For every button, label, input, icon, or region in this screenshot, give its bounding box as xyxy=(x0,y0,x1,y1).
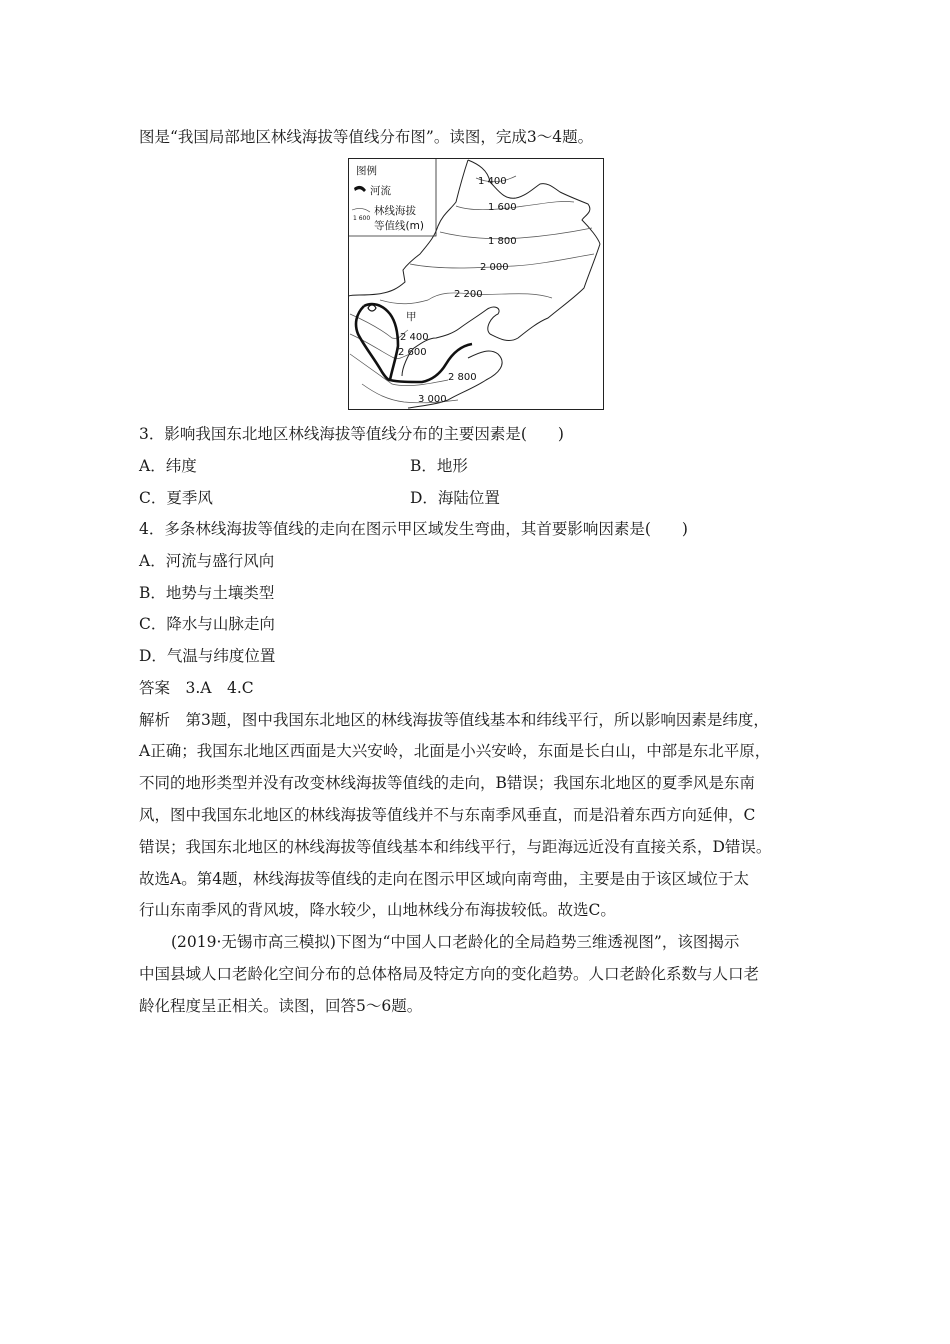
q4-option-d[interactable]: D．气温与纬度位置 xyxy=(139,647,276,665)
intro-text: 图是“我国局部地区林线海拔等值线分布图”。读图，完成3～4题。 xyxy=(139,128,594,146)
q4-option-b[interactable]: B．地势与土壤类型 xyxy=(139,584,275,602)
contour-label-2400: 2 400 xyxy=(400,332,429,343)
analysis-line-5: 错误；我国东北地区的林线海拔等值线基本和纬线平行，与距海远近没有直接关系，D错误。 xyxy=(139,838,772,856)
analysis-line-7: 行山东南季风的背风坡，降水较少，山地林线分布海拔较低。故选C。 xyxy=(139,901,616,919)
analysis-line-2: A正确；我国东北地区西面是大兴安岭，北面是小兴安岭，东面是长白山，中部是东北平原， xyxy=(139,742,771,760)
legend-contour-2: 等值线(m) xyxy=(374,220,424,232)
analysis-line-3: 不同的地形类型并没有改变林线海拔等值线的走向，B错误；我国东北地区的夏季风是东南 xyxy=(139,774,755,792)
legend-contour-sample: 1 600 xyxy=(353,215,371,222)
answer-line: 答案 3.A 4.C xyxy=(139,679,254,697)
q4-option-a[interactable]: A．河流与盛行风向 xyxy=(139,552,275,570)
q3-option-a[interactable]: A．纬度 xyxy=(139,457,197,475)
legend-title: 图例 xyxy=(356,165,377,177)
q4-option-c[interactable]: C．降水与山脉走向 xyxy=(139,615,275,633)
q4-stem: 4．多条林线海拔等值线的走向在图示甲区域发生弯曲，其首要影响因素是( ) xyxy=(139,520,688,538)
contour-label-1800: 1 800 xyxy=(488,236,517,247)
contour-label-1400: 1 400 xyxy=(478,176,507,187)
treeline-contour-map xyxy=(348,158,604,410)
q3-option-b[interactable]: B．地形 xyxy=(410,457,468,475)
next-intro-line-3: 龄化程度呈正相关。读图，回答5～6题。 xyxy=(139,997,423,1015)
region-jia-label: 甲 xyxy=(406,311,417,323)
contour-label-2000: 2 000 xyxy=(480,262,509,273)
contour-label-2600: 2 600 xyxy=(398,347,427,358)
contour-label-2200: 2 200 xyxy=(454,289,483,300)
contour-label-1600: 1 600 xyxy=(488,202,517,213)
contour-label-3000: 3 000 xyxy=(418,394,447,405)
legend-river: 河流 xyxy=(370,185,391,197)
q3-option-c[interactable]: C．夏季风 xyxy=(139,489,213,507)
next-intro-line-2: 中国县域人口老龄化空间分布的总体格局及特定方向的变化趋势。人口老龄化系数与人口老 xyxy=(139,965,760,983)
analysis-line-1: 解析 第3题，图中我国东北地区的林线海拔等值线基本和纬线平行，所以影响因素是纬度， xyxy=(139,711,769,729)
legend-contour-1: 林线海拔 xyxy=(374,205,416,217)
q3-option-d[interactable]: D．海陆位置 xyxy=(410,489,500,507)
next-intro-line-1: (2019·无锡市高三模拟)下图为“中国人口老龄化的全局趋势三维透视图”，该图揭示 xyxy=(171,933,740,951)
q3-stem: 3．影响我国东北地区林线海拔等值线分布的主要因素是( ) xyxy=(139,425,564,443)
contour-label-2800: 2 800 xyxy=(448,372,477,383)
analysis-line-6: 故选A。第4题，林线海拔等值线的走向在图示甲区域向南弯曲，主要是由于该区域位于太 xyxy=(139,870,750,888)
analysis-line-4: 风，图中我国东北地区的林线海拔等值线并不与东南季风垂直，而是沿着东西方向延伸，C xyxy=(139,806,756,824)
